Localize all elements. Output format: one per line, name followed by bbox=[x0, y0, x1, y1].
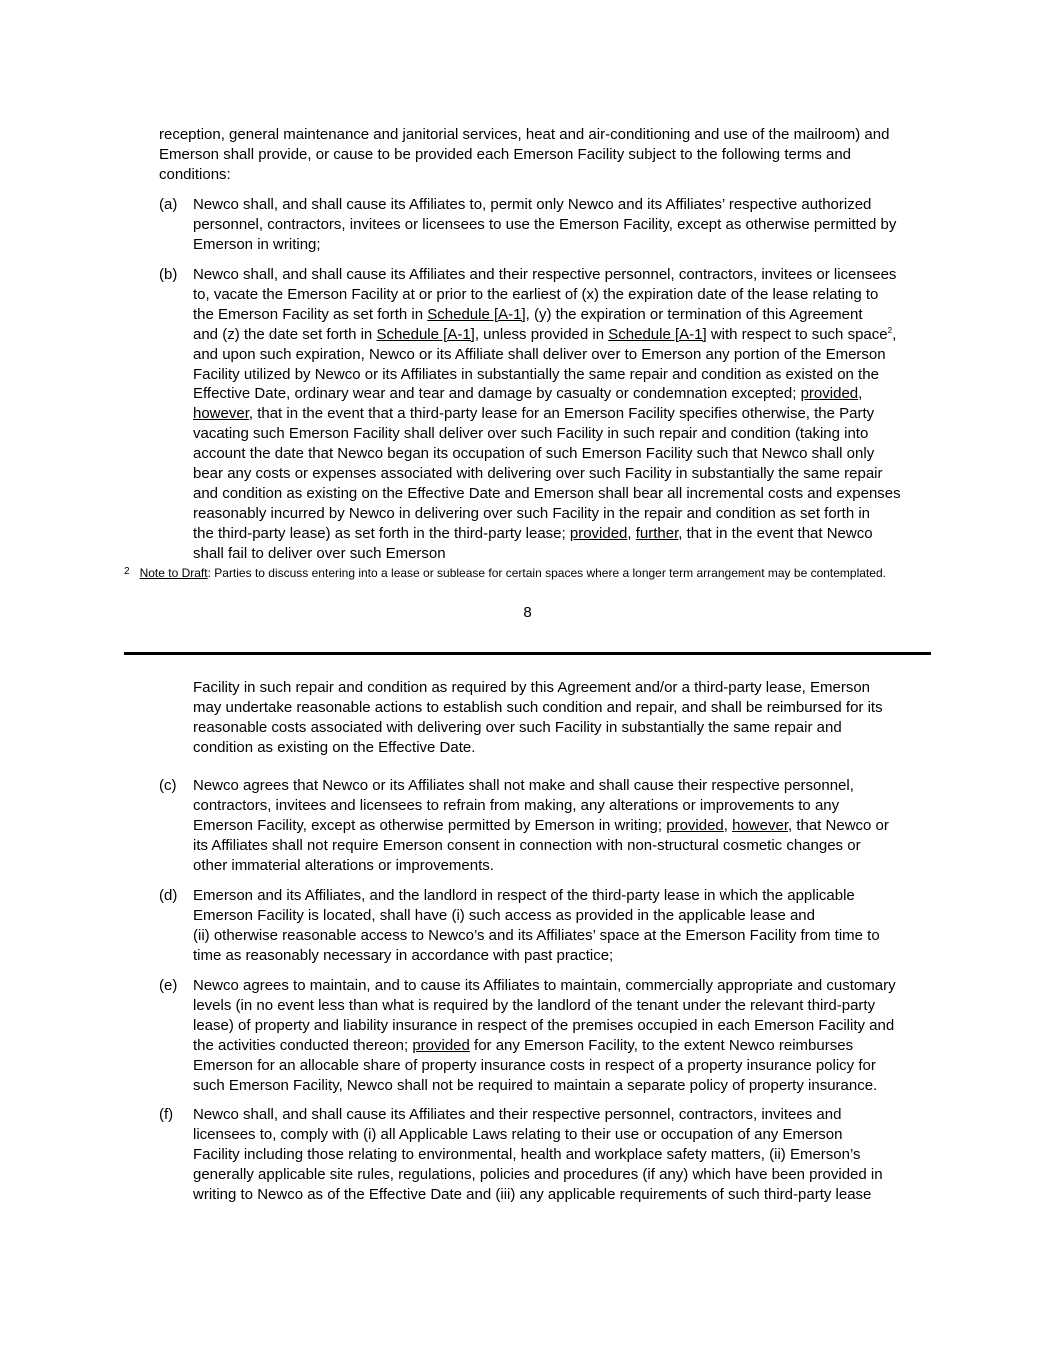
text-line: Emerson Facility, except as otherwise permitted by Emerson in writing; provided, however, that Newco or bbox=[193, 816, 889, 834]
item-f-label: (f) bbox=[159, 1106, 174, 1123]
page-number: 8 bbox=[523, 604, 532, 621]
text-line: time as reasonably necessary in accordance with past practice; bbox=[193, 946, 614, 964]
text-line: may undertake reasonable actions to establish such condition and repair, and shall be reimbursed for its bbox=[193, 698, 883, 716]
schedule-reference: Schedule [A-1] bbox=[427, 305, 526, 323]
footnote-text: : Parties to discuss entering into a lease or sublease for certain spaces where a longer term arrangement may be contemplated. bbox=[207, 566, 886, 580]
text-line: such Emerson Facility, Newco shall not be required to maintain a separate policy of property insurance. bbox=[193, 1076, 878, 1094]
intro-paragraph bbox=[159, 125, 889, 185]
text-line: personnel, contractors, invitees or licensees to use the Emerson Facility, except as otherwise permitted by bbox=[193, 215, 897, 233]
text-line: Emerson in writing; bbox=[193, 235, 321, 253]
text-line: Effective Date, ordinary wear and tear and damage by casualty or condemnation excepted; provided, bbox=[193, 385, 863, 403]
however-term: however bbox=[193, 405, 249, 423]
footnote bbox=[124, 566, 886, 580]
provided-term: provided bbox=[800, 385, 859, 403]
provided-term: provided bbox=[569, 524, 628, 542]
text-line: Facility in such repair and condition as required by this Agreement and/or a third-party lease, Emerson bbox=[193, 679, 871, 696]
schedule-reference: Schedule [A-1] bbox=[608, 325, 707, 343]
text-line: however, that in the event that a third-party lease for an Emerson Facility specifies otherwise, the Party bbox=[193, 405, 875, 423]
text-line: Newco shall, and shall cause its Affiliates and their respective personnel, contractors, invitees or licensees bbox=[193, 266, 897, 283]
text-line: the activities conducted thereon; provided for any Emerson Facility, to the extent Newco reimburses bbox=[193, 1036, 854, 1054]
page-divider bbox=[124, 652, 931, 655]
text-line: Emerson shall provide, or cause to be provided each Emerson Facility subject to the following terms and bbox=[159, 145, 852, 163]
provided-term: provided bbox=[412, 1036, 470, 1054]
text-line: reasonably incurred by Newco in delivering over such Facility in the repair and condition as set forth in bbox=[193, 504, 871, 522]
text-line: levels (in no event less than what is required by the landlord of the tenant under the relevant third-party bbox=[193, 996, 876, 1014]
text-line: licensees to, comply with (i) all Applicable Laws relating to their use or occupation of any Emerson bbox=[193, 1125, 843, 1143]
item-a-text bbox=[193, 195, 896, 255]
item-b-text bbox=[193, 265, 901, 564]
item-d-label: (d) bbox=[159, 887, 178, 904]
text-line: the third-party lease) as set forth in the third-party lease; provided, further, that in the event that Newco bbox=[193, 524, 873, 542]
text-line: shall fail to deliver over such Emerson bbox=[193, 544, 446, 562]
text-line: reasonable costs associated with delivering over such Facility in substantially the same repair and bbox=[193, 718, 842, 736]
continuation-paragraph bbox=[193, 678, 883, 758]
text-line: Emerson and its Affiliates, and the landlord in respect of the third-party lease in which the applicable bbox=[193, 887, 855, 904]
item-e-label: (e) bbox=[159, 977, 178, 994]
text-line: and upon such expiration, Newco or its Affiliate shall deliver over to Emerson any portion of the Emerson bbox=[193, 345, 886, 363]
text-line: to, vacate the Emerson Facility at or prior to the earliest of (x) the expiration date of the lease relating to bbox=[193, 285, 879, 303]
item-a-label: (a) bbox=[159, 196, 178, 213]
text-line: the Emerson Facility as set forth in Schedule [A-1], (y) the expiration or termination of this Agreement bbox=[193, 305, 863, 323]
item-c-label: (c) bbox=[159, 777, 177, 794]
text-line: (ii) otherwise reasonable access to Newco’s and its Affiliates’ space at the Emerson Facility from time to bbox=[193, 926, 880, 944]
text-line: other immaterial alterations or improvements. bbox=[193, 856, 494, 874]
text-line: contractors, invitees and licensees to refrain from making, any alterations or improvements to any bbox=[193, 796, 840, 814]
further-term: further bbox=[635, 524, 679, 542]
text-line: generally applicable site rules, regulations, policies and procedures (if any) which have been provided in bbox=[193, 1165, 883, 1183]
item-d-text bbox=[193, 886, 880, 966]
footnote-title: Note to Draft bbox=[139, 566, 208, 580]
item-c-text bbox=[193, 776, 889, 876]
text-line: Newco agrees to maintain, and to cause its Affiliates to maintain, commercially appropriate and customary bbox=[193, 977, 896, 994]
text-line: condition as existing on the Effective Date. bbox=[193, 738, 476, 756]
footnote-reference: 2 bbox=[887, 325, 893, 335]
item-b-label: (b) bbox=[159, 266, 178, 283]
text-line: Facility including those relating to environmental, health and workplace safety matters, (ii) Emerson’s bbox=[193, 1145, 861, 1163]
schedule-reference: Schedule [A-1] bbox=[376, 325, 475, 343]
text-line: account the date that Newco began its occupation of such Emerson Facility such that Newco shall only bbox=[193, 445, 875, 463]
text-line: its Affiliates shall not require Emerson consent in connection with non-structural cosmetic changes or bbox=[193, 836, 861, 854]
text-line: and condition as existing on the Effective Date and Emerson shall bear all incremental costs and expenses bbox=[193, 484, 901, 502]
provided-term: provided bbox=[666, 816, 724, 834]
text-line: writing to Newco as of the Effective Date and (iii) any applicable requirements of such third-party lease bbox=[193, 1185, 872, 1203]
text-line: bear any costs or expenses associated with delivering over such Facility in substantially the same repair bbox=[193, 465, 883, 483]
however-term: however bbox=[732, 816, 788, 834]
item-f-text bbox=[193, 1105, 883, 1205]
text-line: reception, general maintenance and janitorial services, heat and air-conditioning and use of the mailroom) and bbox=[159, 126, 890, 143]
text-line: conditions: bbox=[159, 165, 231, 183]
text-line: lease) of property and liability insurance in respect of the premises occupied in each Emerson Facility and bbox=[193, 1016, 895, 1034]
text-line: Newco agrees that Newco or its Affiliates shall not make and shall cause their respective personnel, bbox=[193, 777, 854, 794]
text-line: Newco shall, and shall cause its Affiliates and their respective personnel, contractors, invitees and bbox=[193, 1106, 842, 1123]
item-e-text bbox=[193, 976, 896, 1095]
text-line: and (z) the date set forth in Schedule [A-1], unless provided in Schedule [A-1] with respect to such space$^2$, bbox=[193, 325, 897, 343]
footnote-number: 2 bbox=[124, 566, 130, 577]
text-line: vacating such Emerson Facility shall deliver over such Facility in such repair and condition (taking into bbox=[193, 425, 869, 443]
text-line: Emerson Facility is located, shall have (i) such access as provided in the applicable lease and bbox=[193, 906, 815, 924]
text-line: Facility utilized by Newco or its Affiliates in substantially the same repair and condition as existed on the bbox=[193, 365, 879, 383]
text-line: Emerson for an allocable share of property insurance costs in respect of a property insurance policy for bbox=[193, 1056, 876, 1074]
text-line: Newco shall, and shall cause its Affiliates to, permit only Newco and its Affiliates’ respective authorized bbox=[193, 196, 872, 213]
